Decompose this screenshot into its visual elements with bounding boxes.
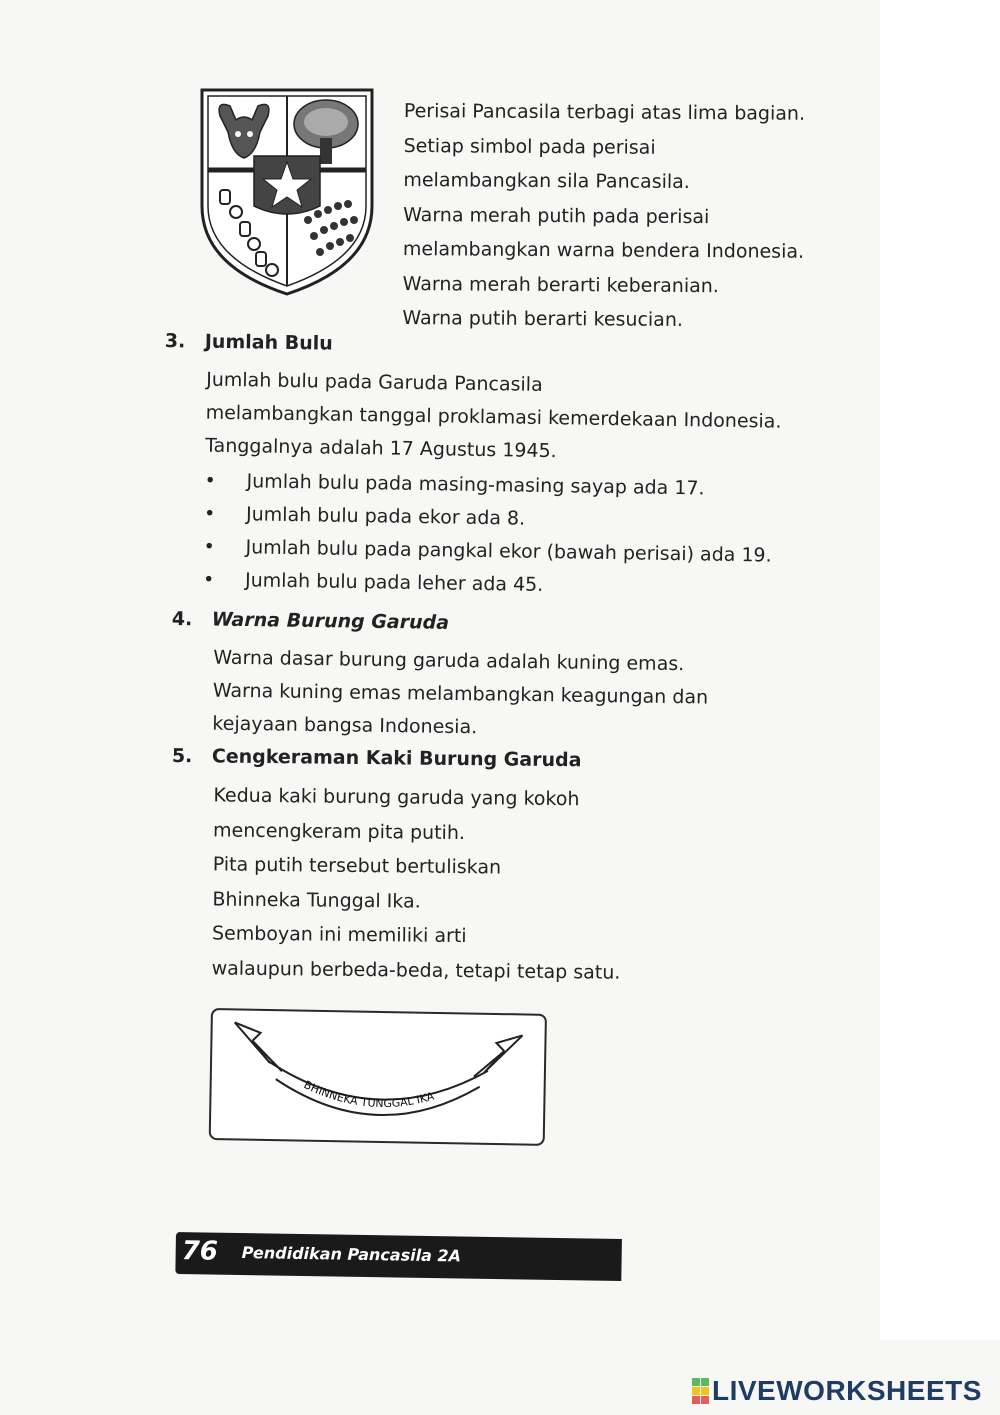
list-item: • Jumlah bulu pada pangkal ekor (bawah perisai) ada 19. [203, 531, 843, 574]
body-line: Jumlah bulu pada Garuda Pancasila [206, 368, 543, 396]
body-line: kejayaan bangsa Indonesia. [212, 712, 478, 739]
intro-line: melambangkan sila Pancasila. [403, 168, 690, 193]
intro-line: Warna merah berarti keberanian. [402, 272, 719, 297]
body-line: Semboyan ini memiliki arti [211, 922, 467, 948]
pancasila-shield-illustration [196, 86, 378, 298]
intro-line: melambangkan warna bendera Indonesia. [402, 237, 805, 263]
section-title: Jumlah Bulu [204, 330, 333, 355]
book-title: Pendidikan Pancasila 2A [241, 1243, 462, 1266]
list-item: • Jumlah bulu pada ekor ada 8. [204, 498, 844, 541]
body-line: melambangkan tanggal proklamasi kemerdekaan Indonesia. [205, 401, 782, 433]
intro-line: Warna putih berarti kesucian. [402, 306, 684, 331]
body-line: Tanggalnya adalah 17 Agustus 1945. [205, 434, 557, 463]
section-number: 5. [171, 745, 193, 768]
section-body [205, 364, 782, 472]
ribbon-text: BHINNEKA TUNGGAL IKA [301, 1078, 436, 1111]
section-title: Warna Burung Garuda [211, 608, 450, 634]
intro-line: Warna merah putih pada perisai [403, 203, 710, 228]
list-item: • Jumlah bulu pada leher ada 45. [203, 564, 843, 607]
watermark-text: LIVEWORKSHEETS [712, 1375, 982, 1406]
section-body [212, 642, 709, 748]
section-number: 3. [164, 330, 186, 353]
body-line: walaupun berbeda-beda, tetapi tetap satu. [211, 956, 621, 984]
liveworksheets-logo [692, 1376, 982, 1406]
section-title: Cengkeraman Kaki Burung Garuda [211, 745, 582, 772]
body-line: Kedua kaki burung garuda yang kokoh [213, 784, 580, 811]
section-number: 4. [171, 608, 193, 631]
section-body [211, 778, 622, 989]
feather-count-list [203, 465, 845, 607]
shield-description [402, 94, 874, 339]
intro-line: Setiap simbol pada perisai [403, 134, 656, 159]
body-line: Pita putih tersebut bertuliskan [212, 853, 502, 879]
intro-line: Perisai Pancasila terbagi atas lima bagian. [403, 99, 806, 125]
list-item: • Jumlah bulu pada masing-masing sayap ada 17. [204, 465, 844, 508]
body-line: Warna kuning emas melambangkan keagungan dan [212, 679, 709, 709]
body-line: mencengkeram pita putih. [212, 818, 466, 844]
page-footer [175, 1232, 622, 1281]
scan-margin [880, 0, 1000, 1340]
section-warna-burung-garuda [171, 608, 852, 739]
page-number: 76 [181, 1236, 219, 1267]
bhinneka-ribbon-box [209, 1008, 547, 1146]
shield-icon [196, 86, 378, 298]
section-cengkeraman-kaki [171, 745, 852, 984]
body-line: Bhinneka Tunggal Ika. [212, 887, 421, 913]
liveworksheets-icon [692, 1378, 708, 1404]
ribbon-icon [211, 1010, 545, 1144]
body-line: Warna dasar burung garuda adalah kuning emas. [213, 646, 685, 676]
